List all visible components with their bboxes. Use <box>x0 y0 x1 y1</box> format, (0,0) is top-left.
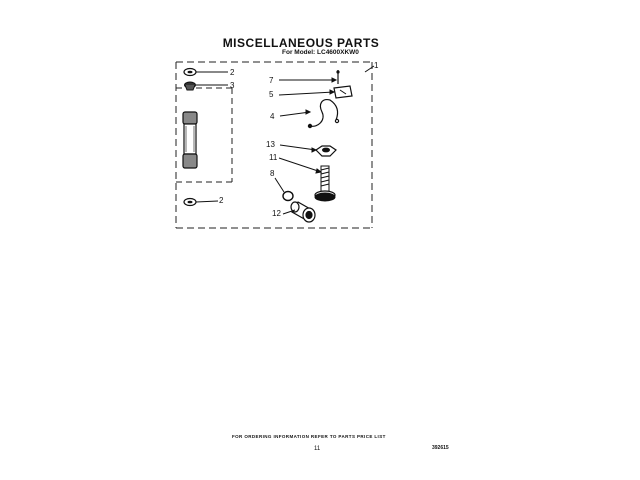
wire-4 <box>308 100 338 128</box>
callout-11: 11 <box>269 153 278 162</box>
part-number: 392615 <box>432 445 449 451</box>
washer-2-bottom <box>184 199 196 206</box>
inlet-hose <box>183 112 197 168</box>
model-number: For Model: LC4600XKW0 <box>282 49 359 56</box>
coupling-12 <box>291 202 315 222</box>
callout-8: 8 <box>270 169 275 178</box>
washer-2-top <box>184 69 196 76</box>
ring-8 <box>283 192 293 201</box>
callout-12: 12 <box>272 209 281 218</box>
page-number: 11 <box>314 446 321 452</box>
callout-4: 4 <box>270 112 275 121</box>
clip-7 <box>336 70 339 84</box>
callout-2-top: 2 <box>230 68 235 77</box>
callout-13: 13 <box>266 140 275 149</box>
callout-3: 3 <box>230 81 235 90</box>
callout-5: 5 <box>269 90 274 99</box>
callout-2-bottom: 2 <box>219 196 224 205</box>
nut-13 <box>316 146 336 156</box>
bracket-5 <box>334 86 352 98</box>
screen-washer-3 <box>185 82 196 90</box>
page-title: MISCELLANEOUS PARTS <box>222 36 380 50</box>
ordering-note: FOR ORDERING INFORMATION REFER TO PARTS PRICE LIST <box>232 434 386 439</box>
callout-1: 1 <box>374 61 379 70</box>
callout-7: 7 <box>269 76 274 85</box>
